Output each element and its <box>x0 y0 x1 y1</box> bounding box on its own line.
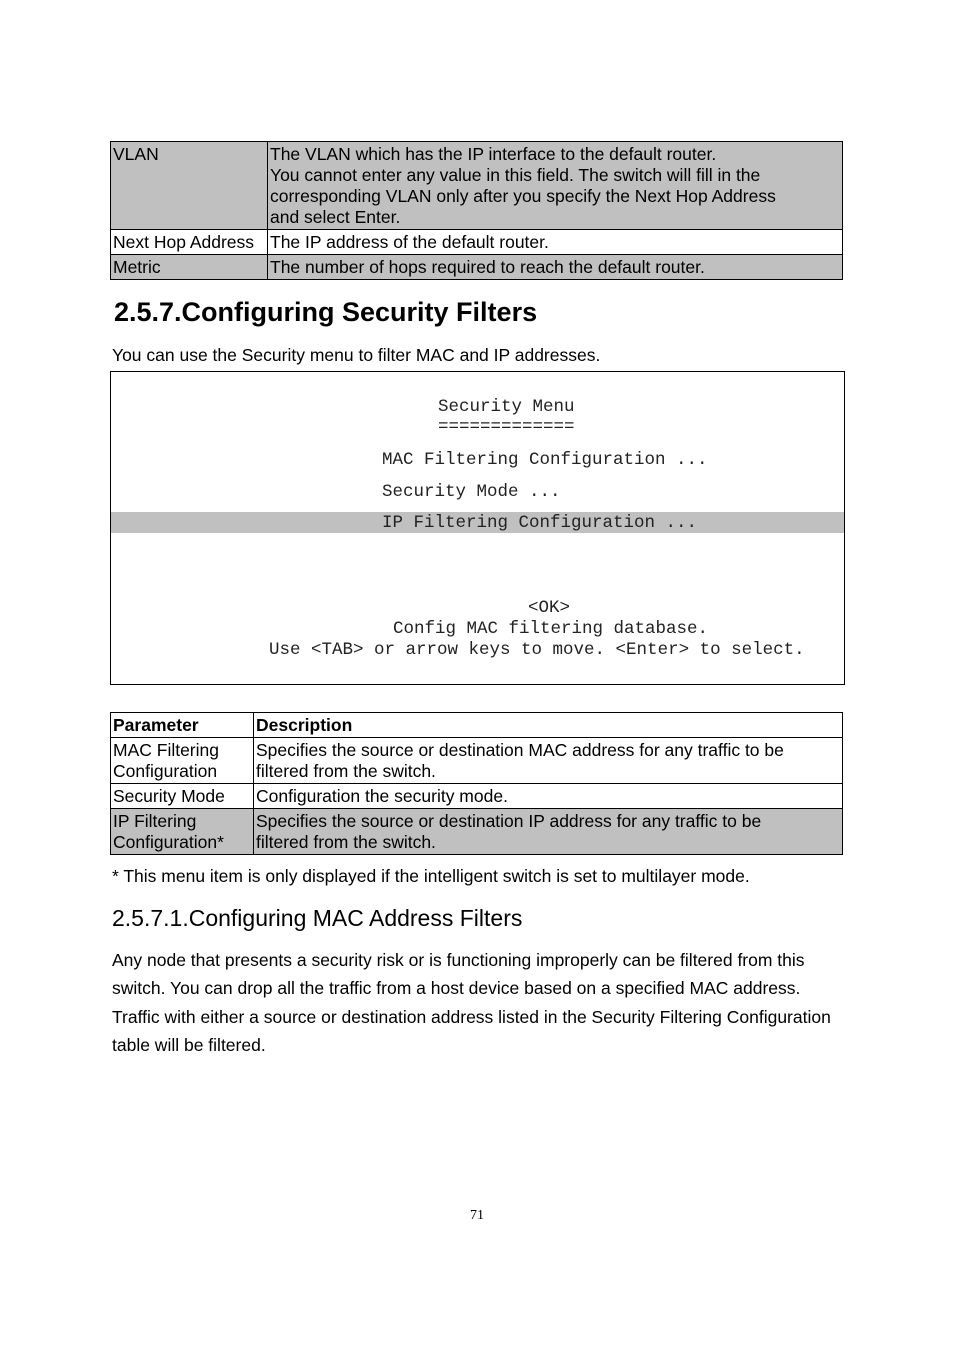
desc-cell <box>254 738 843 784</box>
desc-line: Specifies the source or destination MAC address for any traffic to be <box>256 740 784 760</box>
desc-cell <box>254 809 843 855</box>
param-cell <box>111 784 254 809</box>
header-parameter: Parameter <box>111 713 254 738</box>
desc-cell <box>268 255 843 280</box>
param-cell: Next Hop Address <box>111 230 268 255</box>
desc-line: Specifies the source or destination IP address for any traffic to be <box>256 811 762 831</box>
param-line: IP Filtering <box>113 811 197 831</box>
table-row <box>111 738 843 784</box>
footnote: * This menu item is only displayed if the intelligent switch is set to multilayer mode. <box>112 866 750 886</box>
param-cell <box>111 809 254 855</box>
security-menu-terminal <box>110 371 845 685</box>
desc-cell <box>268 142 843 230</box>
desc-line: The number of hops required to reach the default router. <box>270 257 705 277</box>
menu-item-ip-filtering[interactable]: IP Filtering Configuration ... <box>382 513 698 533</box>
ok-button[interactable]: <OK> <box>528 598 571 618</box>
desc-cell <box>254 784 843 809</box>
table-row <box>111 142 843 230</box>
table-row <box>111 255 843 280</box>
param-cell: VLAN <box>111 142 268 230</box>
desc-line: The VLAN which has the IP interface to the default router. <box>270 144 717 164</box>
param-line: Security Mode <box>113 786 225 806</box>
desc-line: filtered from the switch. <box>256 832 436 852</box>
table-header-row <box>111 713 843 738</box>
menu-title-underline: ============= <box>438 417 575 437</box>
page-number: 71 <box>470 1208 484 1223</box>
desc-line: Configuration the security mode. <box>256 786 508 806</box>
intro-text: You can use the Security menu to filter MAC and IP addresses. <box>112 345 601 365</box>
desc-cell <box>268 230 843 255</box>
param-line: Configuration* <box>113 832 224 852</box>
menu-item-security-mode[interactable]: Security Mode ... <box>382 482 561 502</box>
menu-item-mac-filtering[interactable]: MAC Filtering Configuration ... <box>382 450 708 470</box>
nav-hint: Use <TAB> or arrow keys to move. <Enter> to select. <box>269 640 805 660</box>
body-paragraph: Any node that presents a security risk or is functioning improperly can be filtered from this switch. You can drop all the traffic from a host device based on a specified MAC address. Traffic with either a source or destination address listed in the Security Filtering Configuration table will be filtered. <box>112 950 831 1055</box>
header-description: Description <box>254 713 843 738</box>
table-row <box>111 230 843 255</box>
desc-line: You cannot enter any value in this field. The switch will fill in the <box>270 165 761 185</box>
desc-line: filtered from the switch. <box>256 761 436 781</box>
help-text: Config MAC filtering database. <box>393 619 709 639</box>
desc-line: corresponding VLAN only after you specify the Next Hop Address <box>270 186 776 206</box>
param-line: MAC Filtering <box>113 740 219 760</box>
section-title: 2.5.7.Configuring Security Filters <box>114 297 538 327</box>
menu-title: Security Menu <box>438 397 575 417</box>
param-line: Configuration <box>113 761 218 781</box>
security-parameter-table <box>110 712 843 855</box>
table-row <box>111 809 843 855</box>
subsection-title: 2.5.7.1.Configuring MAC Address Filters <box>112 905 523 931</box>
param-cell: Metric <box>111 255 268 280</box>
route-parameter-table <box>110 141 843 280</box>
param-cell <box>111 738 254 784</box>
table-row <box>111 784 843 809</box>
desc-line: and select Enter. <box>270 207 401 227</box>
desc-line: The IP address of the default router. <box>270 232 549 252</box>
